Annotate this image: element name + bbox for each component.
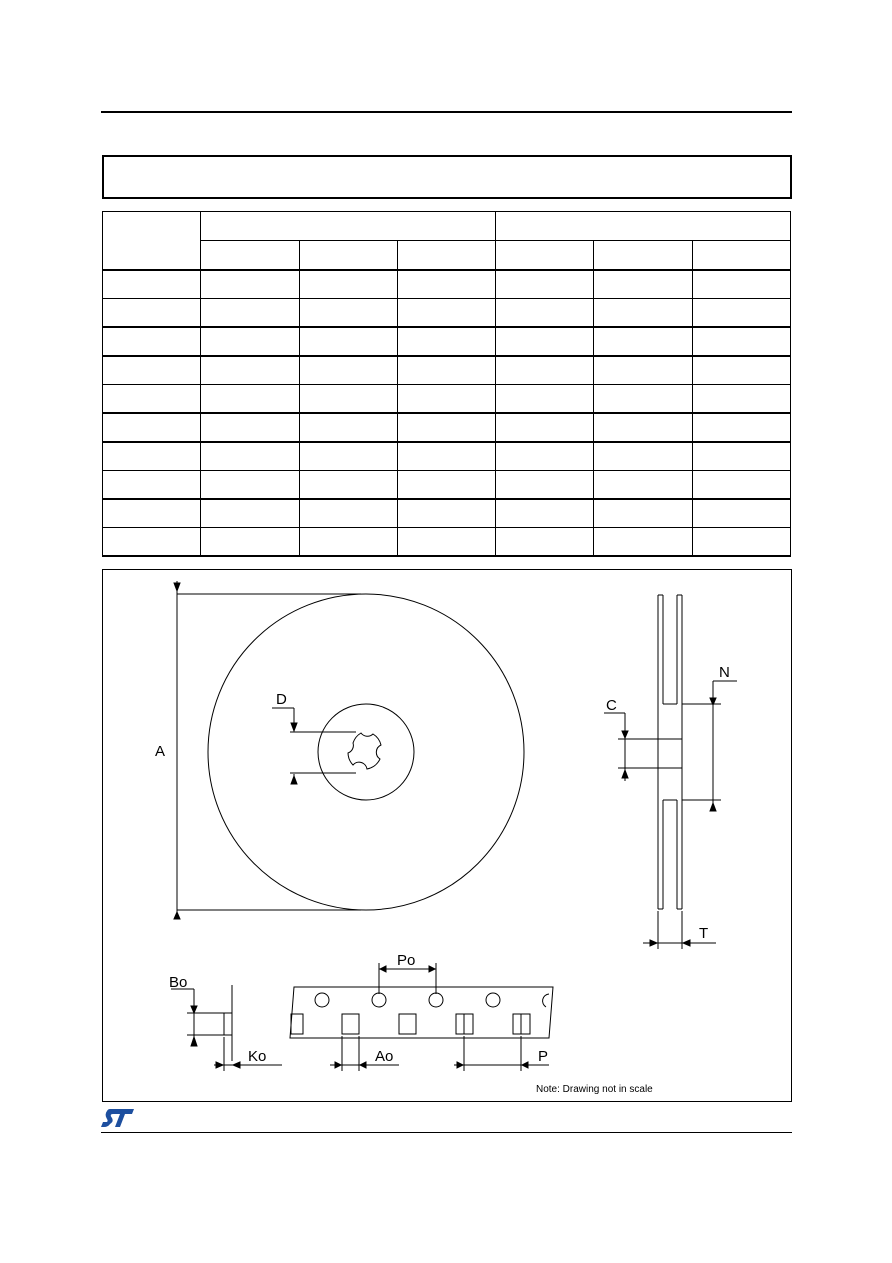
reel-hub-circle — [318, 704, 414, 800]
table-header-cell — [692, 241, 790, 271]
reel-dimensions-table — [102, 211, 791, 557]
footer-rule — [101, 1132, 792, 1133]
table-header-cell — [496, 241, 594, 271]
table-row — [103, 270, 791, 299]
label-d: D — [276, 691, 287, 708]
carrier-tape — [290, 987, 553, 1038]
reel-arbor-hole — [348, 733, 381, 769]
label-bo: Bo — [169, 974, 188, 991]
reel-drawing-svg — [103, 570, 791, 1101]
table-row — [103, 327, 791, 356]
table-header-row-2 — [103, 241, 791, 271]
table-header-group-2 — [496, 212, 791, 241]
table-row — [103, 385, 791, 414]
label-c: C — [606, 697, 617, 714]
st-logo — [101, 1106, 135, 1133]
table-header-cell — [594, 241, 692, 271]
table-row — [103, 413, 791, 442]
reel-outer-circle — [208, 594, 524, 910]
table-row — [103, 356, 791, 385]
st-logo-mark — [101, 1109, 134, 1127]
label-ao: Ao — [375, 1048, 394, 1065]
table-header-group-1 — [201, 212, 496, 241]
header-rule — [101, 111, 792, 113]
table-header-cell — [397, 241, 495, 271]
table-header-cell — [201, 241, 299, 271]
label-ko: Ko — [248, 1048, 267, 1065]
table-row — [103, 442, 791, 471]
table-row — [103, 299, 791, 328]
table-header-ref — [103, 212, 201, 271]
label-p: P — [538, 1048, 549, 1065]
table-header-row-1 — [103, 212, 791, 241]
table-row — [103, 471, 791, 500]
table-header-cell — [299, 241, 397, 271]
drawing-note: Note: Drawing not in scale — [536, 1084, 653, 1095]
reel-tape-drawing — [102, 569, 792, 1102]
table-row — [103, 499, 791, 528]
table-row — [103, 528, 791, 557]
label-t: T — [699, 925, 709, 942]
table-title-box — [102, 155, 792, 199]
label-n: N — [719, 664, 730, 681]
label-po: Po — [397, 952, 416, 969]
label-a: A — [155, 743, 166, 760]
